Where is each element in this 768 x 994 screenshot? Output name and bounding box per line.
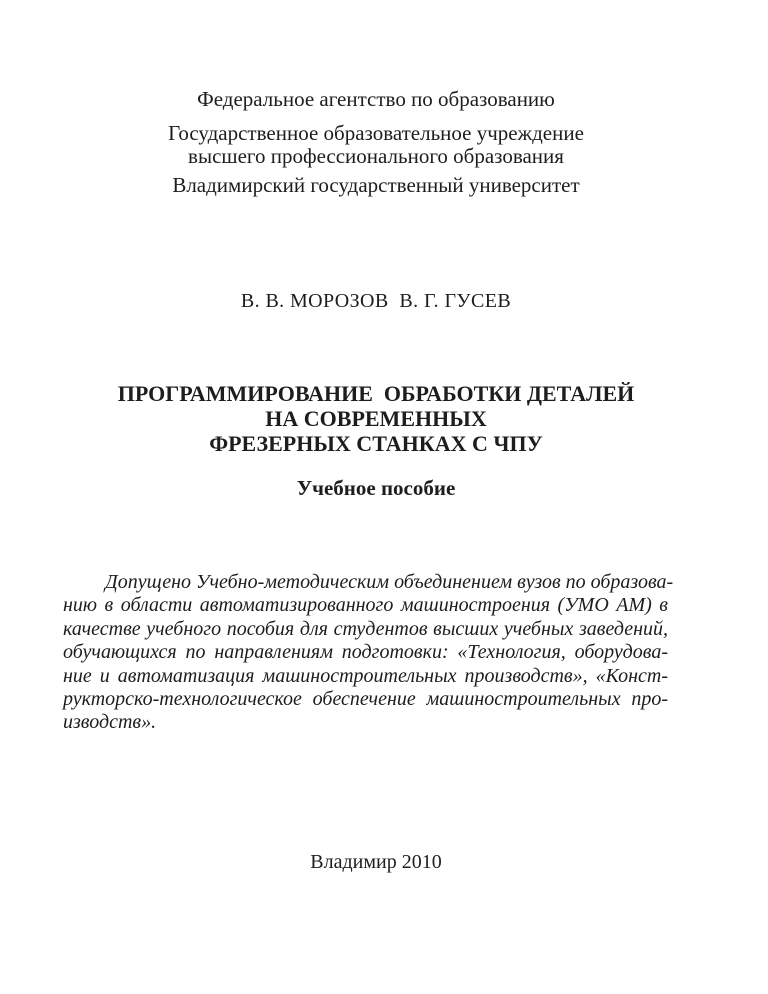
- approval-line: нию в области автоматизированного машиностроения (УМО АМ) в: [63, 594, 668, 617]
- approval-line: качестве учебного пособия для студентов высших учебных заведений,: [63, 617, 668, 640]
- approval-line: изводств».: [63, 711, 157, 734]
- book-title-line2: НА СОВРЕМЕННЫХ: [265, 406, 487, 431]
- subtitle: Учебное пособие: [296, 476, 456, 500]
- approval-line: рукторско-технологическое обеспечение машиностроительных про-: [63, 688, 668, 711]
- header-institution-line2: высшего профессионального образования: [188, 144, 564, 168]
- book-title-line3: ФРЕЗЕРНЫХ СТАНКАХ С ЧПУ: [209, 431, 543, 456]
- approval-line: обучающихся по направлениям подготовки: «Технология, оборудова-: [63, 641, 668, 664]
- authors-line: В. В. МОРОЗОВ В. Г. ГУСЕВ: [240, 290, 512, 312]
- book-title: [0, 381, 752, 456]
- header-institution-line1: Государственное образовательное учреждение: [168, 121, 584, 145]
- approval-line: ние и автоматизация машиностроительных производств», «Конст-: [63, 664, 668, 687]
- header-institution: [0, 122, 752, 168]
- header-university: Владимирский государственный университет: [172, 173, 580, 197]
- approval-paragraph: [63, 571, 674, 735]
- approval-line: Допущено Учебно-методическим объединением вузов по образова-: [105, 571, 674, 593]
- header-agency: Федеральное агентство по образованию: [197, 87, 555, 111]
- book-title-line1: ПРОГРАММИРОВАНИЕ ОБРАБОТКИ ДЕТАЛЕЙ: [117, 381, 635, 406]
- imprint-city-year: Владимир 2010: [310, 851, 442, 873]
